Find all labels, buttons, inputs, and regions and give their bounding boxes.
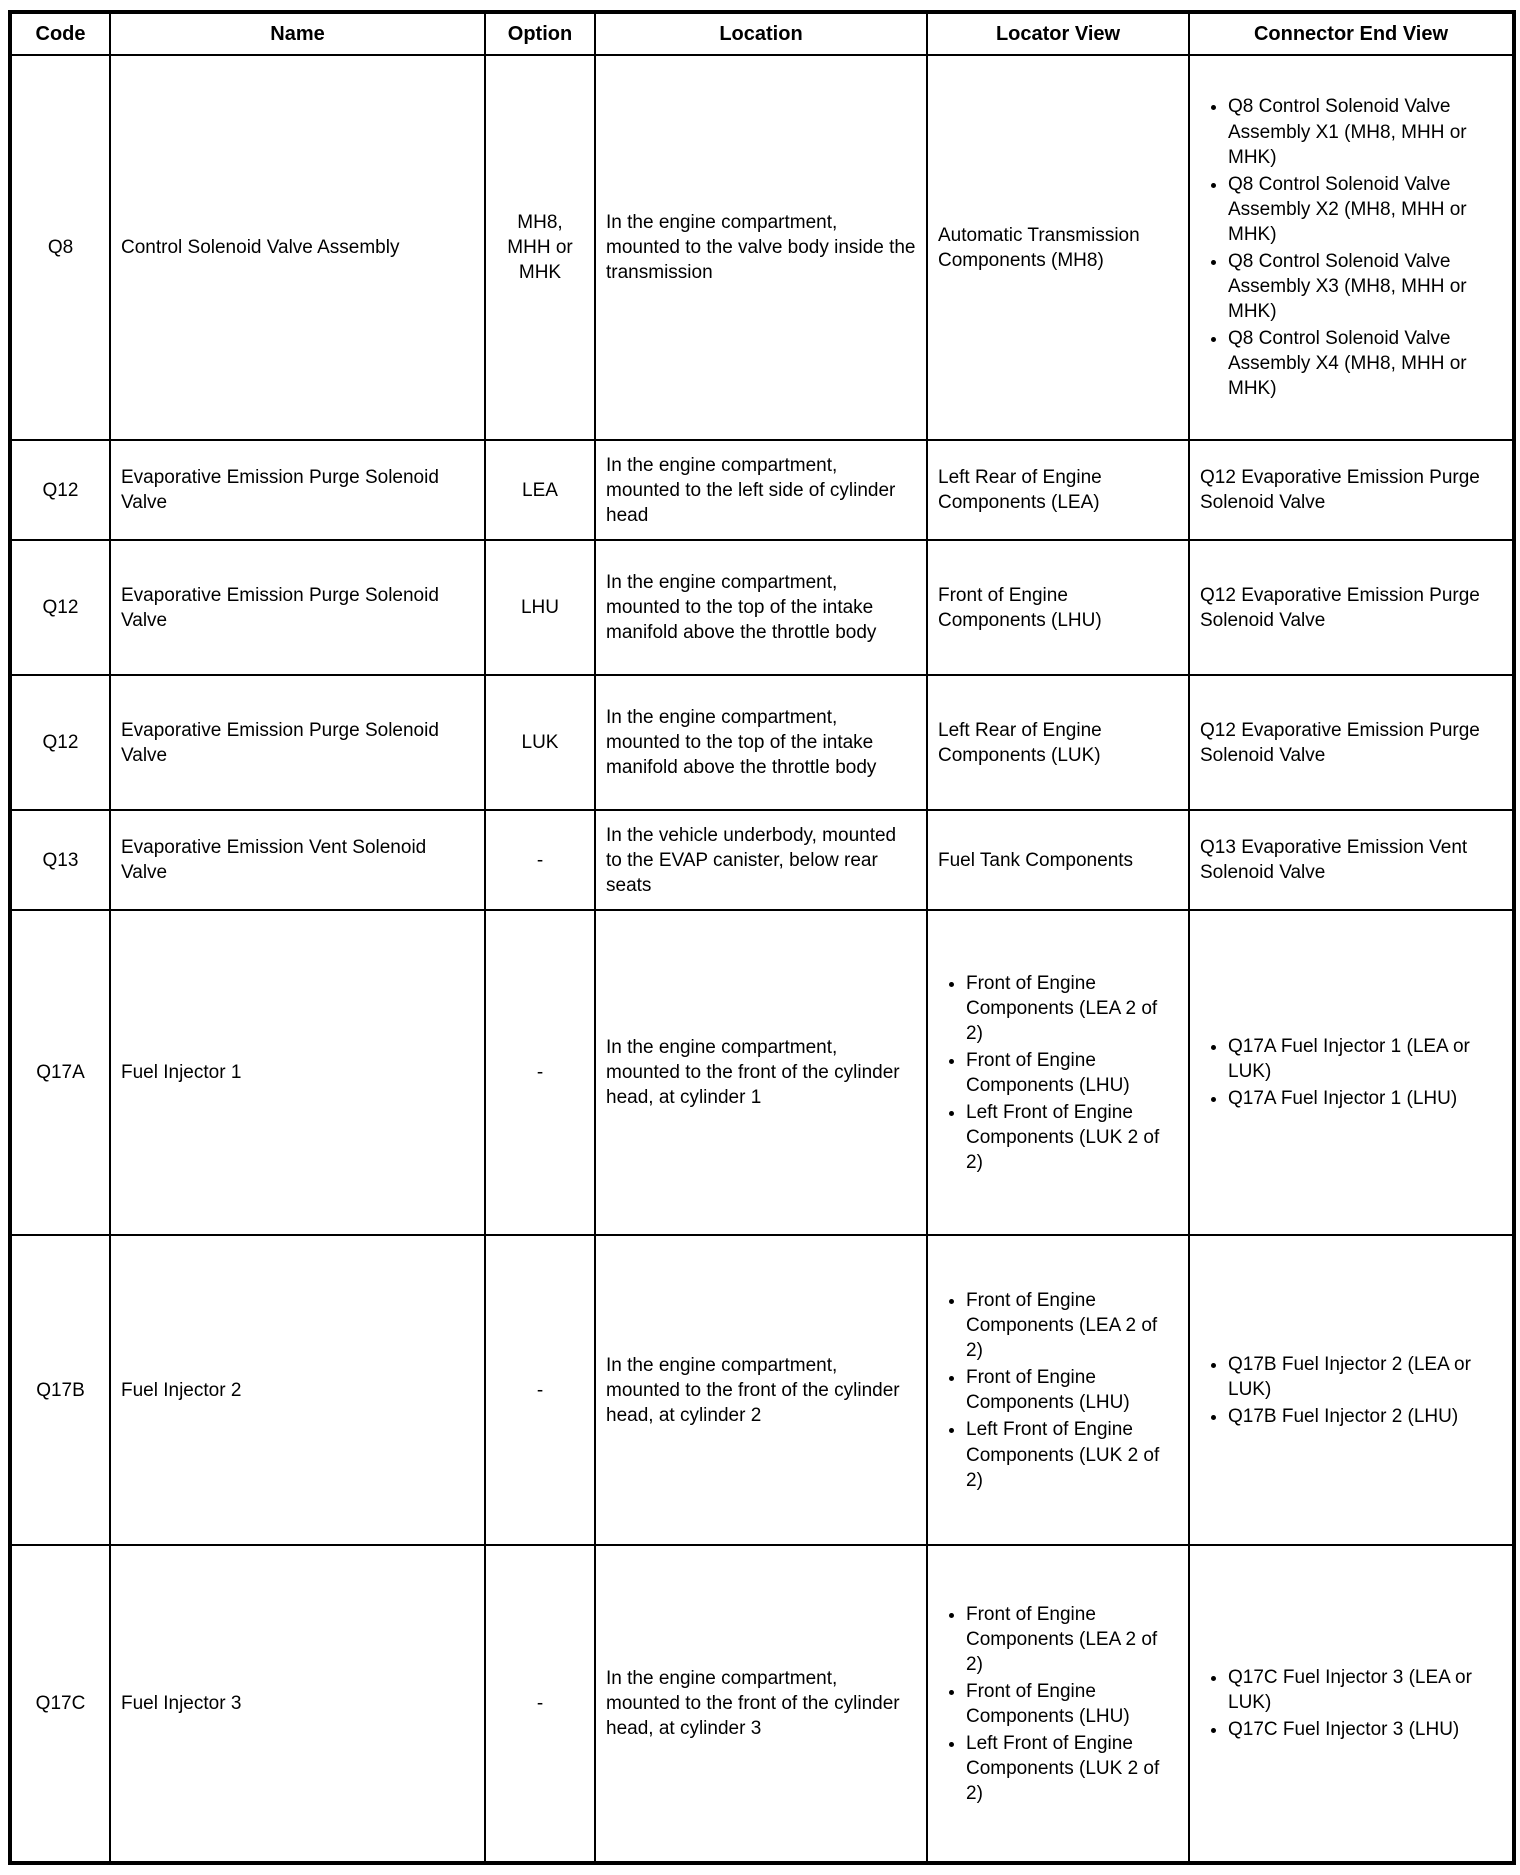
connector-end-view-list	[1200, 1351, 1502, 1430]
option-cell: -	[485, 910, 595, 1235]
connector-end-view-cell: Q12 Evaporative Emission Purge Solenoid Valve	[1189, 675, 1514, 810]
column-header-option: Option	[485, 12, 595, 55]
option-cell: -	[485, 1545, 595, 1863]
column-header-name: Name	[110, 12, 485, 55]
option-cell: MH8, MHH or MHK	[485, 55, 595, 440]
list-item: • Left Front of Engine Components (LUK 2 of 2)	[966, 1416, 1178, 1493]
location-cell: In the engine compartment, mounted to the front of the cylinder head, at cylinder 2	[595, 1235, 927, 1545]
connector-end-view-cell: Q12 Evaporative Emission Purge Solenoid Valve	[1189, 440, 1514, 540]
code-cell: Q12	[10, 675, 110, 810]
list-item: • Q17B Fuel Injector 2 (LEA or LUK)	[1228, 1351, 1502, 1403]
option-cell: -	[485, 1235, 595, 1545]
name-cell: Evaporative Emission Purge Solenoid Valve	[110, 675, 485, 810]
table-row	[10, 810, 1514, 910]
option-cell: LUK	[485, 675, 595, 810]
locator-view-cell: Front of Engine Components (LHU)	[927, 540, 1189, 675]
locator-view-cell	[927, 910, 1189, 1235]
list-item: • Left Front of Engine Components (LUK 2 of 2)	[966, 1730, 1178, 1807]
table-row	[10, 1545, 1514, 1863]
locator-view-cell	[927, 1545, 1189, 1863]
locator-view-cell: Fuel Tank Components	[927, 810, 1189, 910]
name-cell: Fuel Injector 1	[110, 910, 485, 1235]
locator-view-list	[938, 970, 1178, 1177]
column-header-location: Location	[595, 12, 927, 55]
name-cell: Fuel Injector 2	[110, 1235, 485, 1545]
list-item: • Q8 Control Solenoid Valve Assembly X4 (MH8, MHH or MHK)	[1228, 325, 1502, 402]
location-cell: In the vehicle underbody, mounted to the EVAP canister, below rear seats	[595, 810, 927, 910]
name-cell: Evaporative Emission Vent Solenoid Valve	[110, 810, 485, 910]
connector-end-view-cell	[1189, 1545, 1514, 1863]
list-item: • Front of Engine Components (LHU)	[966, 1047, 1178, 1099]
connector-end-view-list	[1200, 1033, 1502, 1112]
name-cell: Fuel Injector 3	[110, 1545, 485, 1863]
locator-view-list	[938, 1601, 1178, 1808]
list-item: • Front of Engine Components (LEA 2 of 2)	[966, 1287, 1178, 1364]
locator-view-cell: Left Rear of Engine Components (LEA)	[927, 440, 1189, 540]
table-row	[10, 440, 1514, 540]
list-item: • Q17C Fuel Injector 3 (LHU)	[1228, 1716, 1502, 1743]
list-item: • Q8 Control Solenoid Valve Assembly X3 (MH8, MHH or MHK)	[1228, 248, 1502, 325]
code-cell: Q17A	[10, 910, 110, 1235]
locator-view-cell: Left Rear of Engine Components (LUK)	[927, 675, 1189, 810]
location-cell: In the engine compartment, mounted to the top of the intake manifold above the throttle body	[595, 540, 927, 675]
location-cell: In the engine compartment, mounted to the valve body inside the transmission	[595, 55, 927, 440]
option-cell: -	[485, 810, 595, 910]
list-item: • Front of Engine Components (LHU)	[966, 1364, 1178, 1416]
table-row	[10, 540, 1514, 675]
list-item: • Front of Engine Components (LEA 2 of 2)	[966, 970, 1178, 1047]
column-header-connector-end-view: Connector End View	[1189, 12, 1514, 55]
column-header-code: Code	[10, 12, 110, 55]
name-cell: Evaporative Emission Purge Solenoid Valve	[110, 540, 485, 675]
header-row	[10, 12, 1514, 55]
code-cell: Q12	[10, 440, 110, 540]
column-header-locator-view: Locator View	[927, 12, 1189, 55]
connector-end-view-list	[1200, 1664, 1502, 1743]
list-item: • Q8 Control Solenoid Valve Assembly X2 (MH8, MHH or MHK)	[1228, 171, 1502, 248]
code-cell: Q17C	[10, 1545, 110, 1863]
option-cell: LEA	[485, 440, 595, 540]
code-cell: Q12	[10, 540, 110, 675]
locator-view-cell	[927, 1235, 1189, 1545]
connector-end-view-cell	[1189, 1235, 1514, 1545]
connector-table	[8, 10, 1516, 1865]
list-item: • Q17C Fuel Injector 3 (LEA or LUK)	[1228, 1664, 1502, 1716]
list-item: • Front of Engine Components (LHU)	[966, 1678, 1178, 1730]
connector-end-view-cell: Q13 Evaporative Emission Vent Solenoid Valve	[1189, 810, 1514, 910]
list-item: • Q17B Fuel Injector 2 (LHU)	[1228, 1403, 1502, 1430]
table-row	[10, 910, 1514, 1235]
table-row	[10, 55, 1514, 440]
code-cell: Q13	[10, 810, 110, 910]
location-cell: In the engine compartment, mounted to the left side of cylinder head	[595, 440, 927, 540]
list-item: • Q17A Fuel Injector 1 (LHU)	[1228, 1085, 1502, 1112]
name-cell: Evaporative Emission Purge Solenoid Valve	[110, 440, 485, 540]
name-cell: Control Solenoid Valve Assembly	[110, 55, 485, 440]
connector-end-view-list	[1200, 93, 1502, 402]
code-cell: Q17B	[10, 1235, 110, 1545]
list-item: • Left Front of Engine Components (LUK 2 of 2)	[966, 1099, 1178, 1176]
location-cell: In the engine compartment, mounted to the top of the intake manifold above the throttle body	[595, 675, 927, 810]
option-cell: LHU	[485, 540, 595, 675]
list-item: • Q8 Control Solenoid Valve Assembly X1 (MH8, MHH or MHK)	[1228, 93, 1502, 170]
list-item: • Q17A Fuel Injector 1 (LEA or LUK)	[1228, 1033, 1502, 1085]
connector-end-view-cell: Q12 Evaporative Emission Purge Solenoid Valve	[1189, 540, 1514, 675]
locator-view-cell: Automatic Transmission Components (MH8)	[927, 55, 1189, 440]
connector-end-view-cell	[1189, 55, 1514, 440]
location-cell: In the engine compartment, mounted to the front of the cylinder head, at cylinder 1	[595, 910, 927, 1235]
connector-end-view-cell	[1189, 910, 1514, 1235]
code-cell: Q8	[10, 55, 110, 440]
list-item: • Front of Engine Components (LEA 2 of 2)	[966, 1601, 1178, 1678]
locator-view-list	[938, 1287, 1178, 1494]
table-row	[10, 1235, 1514, 1545]
location-cell: In the engine compartment, mounted to the front of the cylinder head, at cylinder 3	[595, 1545, 927, 1863]
table-row	[10, 675, 1514, 810]
